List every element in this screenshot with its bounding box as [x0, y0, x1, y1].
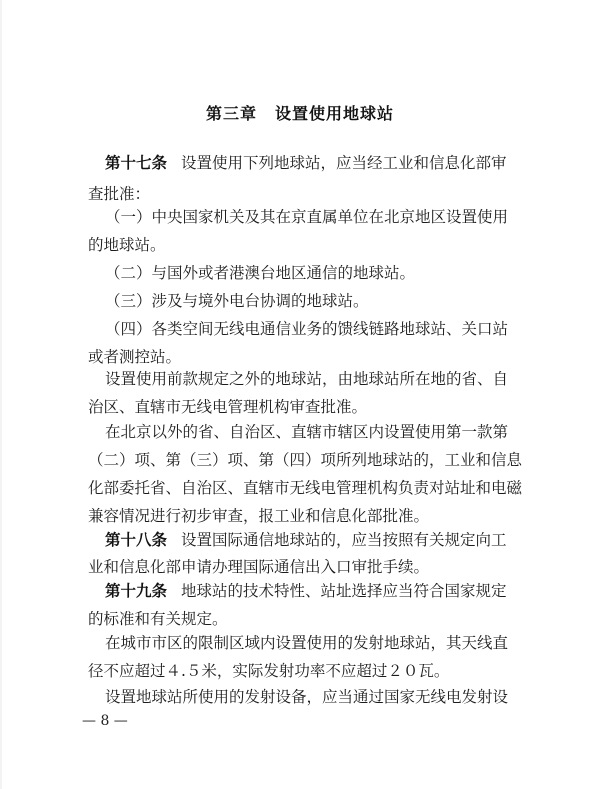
- text-line: （一）中央国家机关及其在京直属单位在北京地区设置使用: [105, 208, 509, 226]
- page-number: — 8 —: [82, 713, 128, 729]
- text-line: 第十七条 设置使用下列地球站，应当经工业和信息化部审: [105, 154, 507, 172]
- text-line: 在城市市区的限制区域内设置使用的发射地球站，其天线直: [105, 634, 509, 652]
- chapter-number: 第三章: [205, 104, 257, 123]
- text-line: 设置使用前款规定之外的地球站，由地球站所在地的省、自: [105, 370, 509, 388]
- text-line: 第十九条 地球站的技术特性、站址选择应当符合国家规定: [105, 582, 507, 600]
- text-line: 设置地球站所使用的发射设备，应当通过国家无线电发射设: [105, 688, 509, 706]
- text-line: 的地球站。: [88, 236, 166, 254]
- text-line: 业和信息化部申请办理国际通信出入口审批手续。: [88, 558, 430, 576]
- chapter-title: [0, 101, 600, 124]
- text-line: 治区、直辖市无线电管理机构审查批准。: [88, 398, 368, 416]
- text-line: （三）涉及与境外电台协调的地球站。: [105, 292, 369, 310]
- text-line: 兼容情况进行初步审查，报工业和信息化部批准。: [88, 507, 430, 525]
- text-line: 第十八条 设置国际通信地球站的，应当按照有关规定向工: [105, 531, 507, 549]
- article-number: 第十九条: [105, 582, 168, 600]
- text-line: 径不应超过４.５米，实际发射功率不应超过２０瓦。: [88, 662, 450, 680]
- chapter-name: 设置使用地球站: [275, 104, 395, 123]
- text-line: 的标准和有关规定。: [88, 610, 228, 628]
- article-number: 第十八条: [105, 531, 168, 549]
- text-line: 查批准：: [88, 185, 151, 203]
- text-line: 或者测控站。: [88, 348, 182, 366]
- article-number: 第十七条: [105, 154, 168, 172]
- text-line: （二）与国外或者港澳台地区通信的地球站。: [105, 264, 416, 282]
- text-line: （四）各类空间无线电通信业务的馈线链路地球站、关口站: [105, 320, 509, 338]
- text-line: 化部委托省、自治区、直辖市无线电管理机构负责对站址和电磁: [88, 479, 523, 497]
- text-line: 在北京以外的省、自治区、直辖市辖区内设置使用第一款第: [105, 423, 509, 441]
- text-line: （二）项、第（三）项、第（四）项所列地球站的，工业和信息: [88, 451, 523, 469]
